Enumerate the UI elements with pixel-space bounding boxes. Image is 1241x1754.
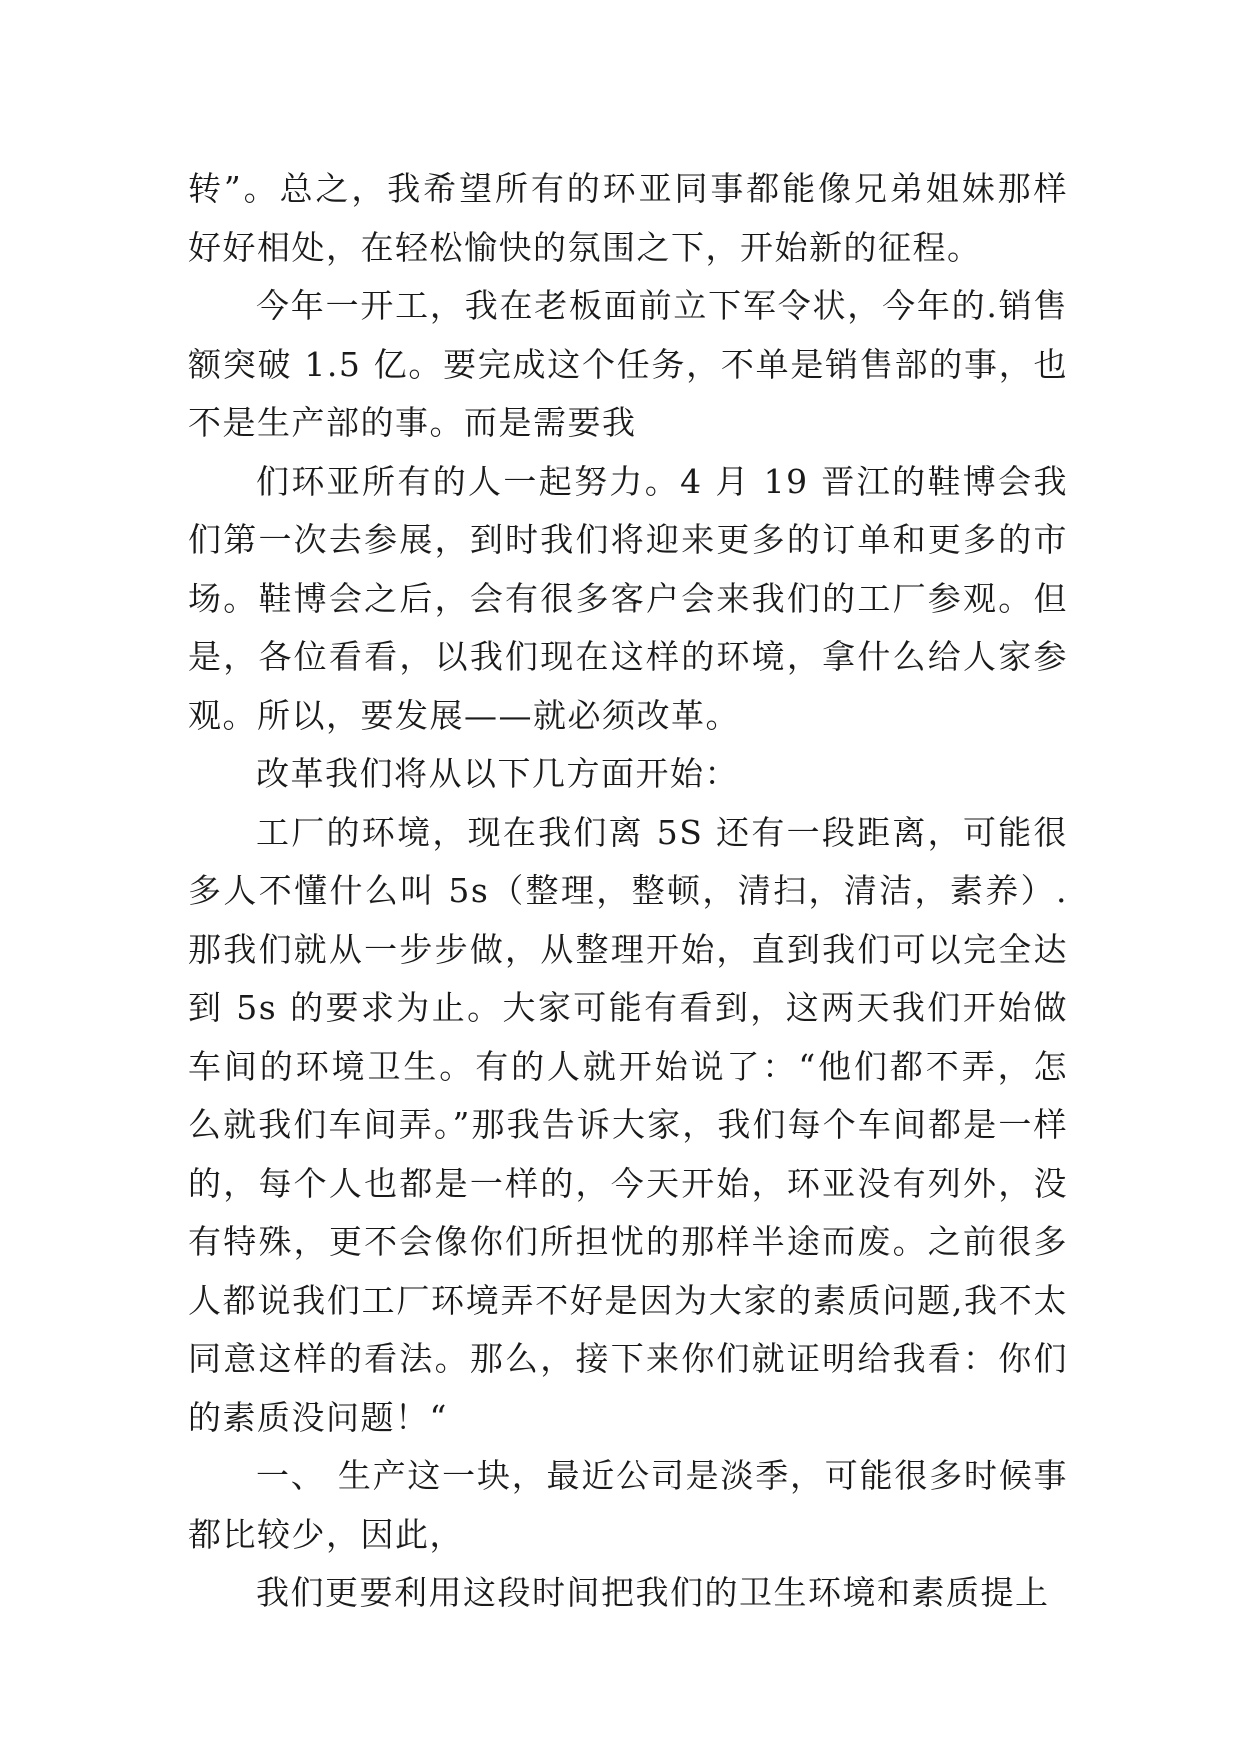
paragraph-4: 改革我们将从以下几方面开始： <box>256 754 739 793</box>
paragraph-2: 今年一开工，我在老板面前立下军令状，今年的.销售额突破 1.5 亿。要完成这个任务，不单是销售部的事，也不是生产部的事。而是需要我 <box>188 286 1068 442</box>
paragraph-7: 我们更要利用这段时间把我们的卫生环境和素质提上 <box>256 1573 1050 1612</box>
paragraph-1: 转”。总之，我希望所有的环亚同事都能像兄弟姐妹那样好好相处，在轻松愉快的氛围之下，开始新的征程。 <box>188 169 1068 267</box>
document-body <box>188 160 1068 1623</box>
paragraph-6: 一、 生产这一块，最近公司是淡季，可能很多时候事都比较少，因此， <box>188 1456 1068 1554</box>
paragraph-5: 工厂的环境，现在我们离 5S 还有一段距离，可能很多人不懂什么叫 5s（整理，整顿，清扫，清洁，素养）.那我们就从一步步做，从整理开始，直到我们可以完全达到 5s 的要求为止。大家可能有看到，这两天我们开始做车间的环境卫生。有的人就开始说了：“他们都不弄，怎么就我们车间弄。”那我告诉大家，我们每个车间都是一样的，每个人也都是一样的，今天开始，环亚没有列外，没有特殊，更不会像你们所担忧的那样半途而废。之前很多人都说我们工厂环境弄不好是因为大家的素质问题,我不太同意这样的看法。那么，接下来你们就证明给我看：你们的素质没问题！“ <box>188 812 1068 1437</box>
paragraph-3: 们环亚所有的人一起努力。4 月 19 晋江的鞋博会我们第一次去参展，到时我们将迎来更多的订单和更多的市场。鞋博会之后，会有很多客户会来我们的工厂参观。但是，各位看看，以我们现在这样的环境，拿什么给人家参观。所以，要发展——就必须改革。 <box>188 461 1068 735</box>
